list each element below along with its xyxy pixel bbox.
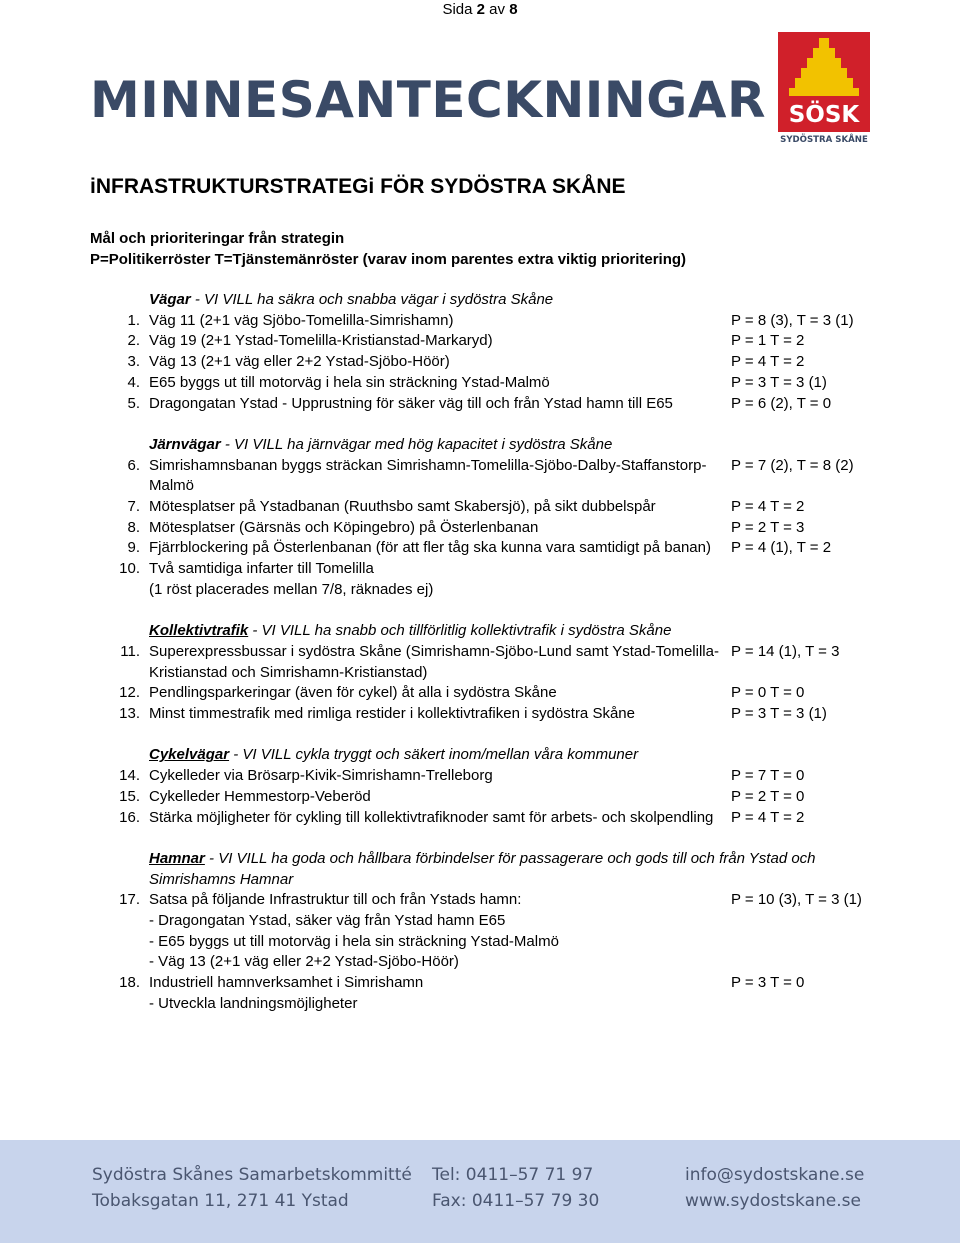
section-category: Kollektivtrafik: [149, 622, 249, 640]
vote-score: P = 2 T = 3: [731, 518, 805, 536]
intro-legend: P=Politikerröster T=Tjänstemänröster (varav inom parentes extra viktig prioritering): [90, 251, 687, 268]
list-item: 12. Pendlingsparkeringar (även för cykel) åt alla i sydöstra Skåne P = 0 T = 0: [0, 683, 960, 704]
sosk-logo: [778, 32, 870, 144]
list-item: 18. Industriell hamnverksamhet i Simrishamn P = 3 T = 0: [0, 973, 960, 994]
section-category: Järnvägar: [149, 435, 221, 453]
section-vagar: [0, 290, 960, 414]
logo-caption: SYDÖSTRA SKÅNE: [780, 135, 868, 144]
intro: [90, 228, 686, 270]
priority-list: [0, 290, 960, 1035]
list-item: 4. E65 byggs ut till motorväg i hela sin sträckning Ystad-Malmö P = 3 T = 3 (1): [0, 373, 960, 394]
list-item: 1. Väg 11 (2+1 väg Sjöbo-Tomelilla-Simrishamn) P = 8 (3), T = 3 (1): [0, 311, 960, 332]
current-page: 2: [476, 1, 485, 18]
sub-item: - E65 byggs ut till motorväg i hela sin sträckning Ystad-Malmö: [149, 932, 559, 950]
vote-score: P = 1 T = 2: [731, 332, 805, 350]
footer-email-link[interactable]: info@sydostskane.se: [685, 1165, 865, 1185]
sub-item: - Dragongatan Ystad, säker väg från Ystad hamn E65: [149, 912, 506, 930]
list-item: 17. Satsa på följande Infrastruktur till och från Ystads hamn: P = 10 (3), T = 3 (1): [0, 890, 960, 911]
vote-score: P = 3 T = 0: [731, 974, 805, 992]
page-number: Sida 2 av 8: [442, 1, 518, 18]
vote-score: P = 2 T = 0: [731, 787, 805, 805]
vote-score: P = 0 T = 0: [731, 684, 805, 702]
vote-score: P = 8 (3), T = 3 (1): [731, 311, 854, 329]
list-item: 5. Dragongatan Ystad - Upprustning för säker väg till och från Ystad hamn till E65 P = 6 (2), T = 0: [0, 394, 960, 415]
section-goal: - VI VILL cykla tryggt och säkert inom/mellan våra kommuner: [229, 746, 639, 764]
vote-score: P = 7 T = 0: [731, 767, 805, 785]
vote-score: P = 4 T = 2: [731, 353, 805, 371]
section-heading: [0, 745, 960, 766]
vote-score: P = 4 (1), T = 2: [731, 539, 832, 557]
list-item: 16. Stärka möjligheter för cykling till kollektivtrafiknoder samt för arbets- och skolpendling P = 4 T = 2: [0, 808, 960, 829]
section-category: Hamnar: [149, 849, 205, 867]
vote-score: P = 6 (2), T = 0: [731, 394, 832, 412]
vote-score: P = 4 T = 2: [731, 808, 805, 826]
section-heading: [0, 290, 960, 311]
document-title: MINNESANTECKNINGAR: [90, 71, 766, 129]
logo-text: SÖSK: [788, 102, 860, 128]
list-item: 6. Simrishamnsbanan byggs sträckan Simrishamn-Tomelilla-Sjöbo-Dalby-Staffanstorp-Malmö P = 7 (2), T = 8 (2): [127, 456, 854, 495]
vote-score: P = 4 T = 2: [731, 498, 805, 516]
section-jarnvagar: [0, 435, 960, 601]
list-item: 8. Mötesplatser (Gärsnäs och Köpingebro) på Österlenbanan P = 2 T = 3: [0, 518, 960, 539]
total-pages: 8: [509, 1, 518, 18]
footer: [0, 1140, 960, 1243]
vote-score: P = 14 (1), T = 3: [731, 642, 840, 660]
section-heading: [0, 435, 960, 456]
subtitle: iNFRASTRUKTURSTRATEGi FÖR SYDÖSTRA SKÅNE: [90, 175, 626, 198]
list-item: 3. Väg 13 (2+1 väg eller 2+2 Ystad-Sjöbo-Höör) P = 4 T = 2: [0, 352, 960, 373]
section-goal: - VI VILL ha snabb och tillförlitlig kollektivtrafik i sydöstra Skåne: [248, 622, 672, 640]
section-heading: [0, 621, 960, 642]
vote-score: P = 3 T = 3 (1): [731, 373, 827, 391]
section-category: Cykelvägar: [149, 746, 230, 764]
list-item: 10. Två samtidiga infarter till Tomelilla: [119, 560, 374, 578]
list-item: 15. Cykelleder Hemmestorp-Veberöd P = 2 T = 0: [0, 787, 960, 808]
footer-org: Sydöstra Skånes Samarbetskommitté: [92, 1165, 412, 1185]
sub-item: - Väg 13 (2+1 väg eller 2+2 Ystad-Sjöbo-Höör): [149, 953, 459, 971]
intro-heading: Mål och prioriteringar från strategin: [90, 230, 345, 247]
section-goal: - VI VILL ha säkra och snabba vägar i sydöstra Skåne: [190, 291, 554, 308]
section-goal-continued: Simrishamns Hamnar: [149, 870, 294, 888]
vote-score: P = 10 (3), T = 3 (1): [731, 891, 862, 909]
section-category: Vägar: [149, 291, 191, 308]
list-item: 7. Mötesplatser på Ystadbanan (Ruuthsbo samt Skabersjö), på sikt dubbelspår P = 4 T = 2: [0, 497, 960, 518]
vote-score: P = 3 T = 3 (1): [731, 705, 827, 723]
vote-score: P = 7 (2), T = 8 (2): [731, 456, 854, 474]
list-item: 13. Minst timmestrafik med rimliga restider i kollektivtrafiken i sydöstra Skåne P = 3 T = 3 (1): [0, 704, 960, 725]
footer-website-link[interactable]: www.sydostskane.se: [685, 1191, 861, 1211]
section-cykelvagar: [0, 745, 960, 828]
list-item: 11. Superexpressbussar i sydöstra Skåne (Simrishamn-Sjöbo-Lund samt Ystad-Tomelilla-Kristianstad och Simrishamn-Kristianstad) P = 14 (1), T = 3: [120, 642, 840, 681]
item-note: (1 röst placerades mellan 7/8, räknades ej): [149, 580, 434, 598]
section-goal: - VI VILL ha goda och hållbara förbindelser för passagerare och gods till och från Ystad och: [204, 849, 816, 867]
footer-address: Tobaksgatan 11, 271 41 Ystad: [92, 1191, 349, 1211]
section-hamnar: [0, 849, 960, 1015]
footer-fax: Fax: 0411–57 79 30: [432, 1191, 600, 1211]
section-goal: - VI VILL ha järnvägar med hög kapacitet i sydöstra Skåne: [220, 435, 613, 453]
list-item: 9. Fjärrblockering på Österlenbanan (för att fler tåg ska kunna vara samtidigt på banan) P = 4 (1), T = 2: [0, 538, 960, 559]
sub-item: - Utveckla landningsmöjligheter: [149, 994, 358, 1012]
footer-phone: Tel: 0411–57 71 97: [432, 1165, 594, 1185]
section-kollektivtrafik: [0, 621, 960, 725]
list-item: 14. Cykelleder via Brösarp-Kivik-Simrishamn-Trelleborg P = 7 T = 0: [0, 766, 960, 787]
section-heading: [0, 849, 960, 870]
list-item: 2. Väg 19 (2+1 Ystad-Tomelilla-Kristianstad-Markaryd) P = 1 T = 2: [0, 331, 960, 352]
